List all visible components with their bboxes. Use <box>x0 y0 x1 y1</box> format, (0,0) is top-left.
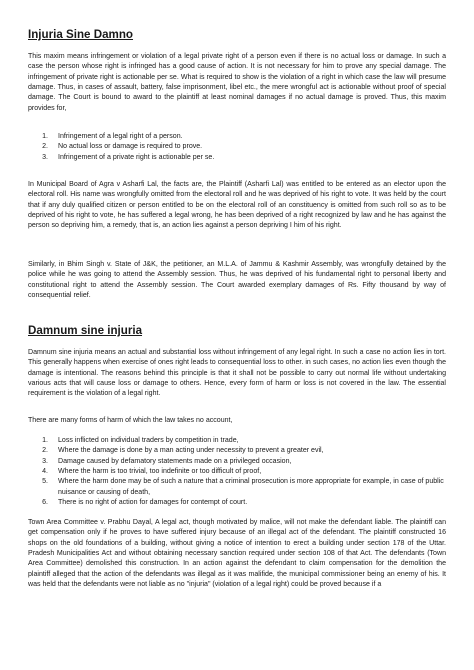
paragraph-case-bhim-singh: Similarly, in Bhim Singh v. State of J&K, the petitioner, an M.L.A. of Jammu & Kashmir Assembly, was wrongfully detained by the police while he was going to attend the Assembly session. Thus, he was deprived of his fundamental right to personal liberty and constitutional right to attend the Assembly session. The Court awarded exemplary damages of Rs. Fifty thousand by way of consequential relief. <box>28 261 446 300</box>
list-item: 1. Infringement of a legal right of a person. <box>42 133 183 140</box>
list-item: 3. Damage caused by defamatory statements made on a privileged occasion, <box>42 457 292 465</box>
list-item: 6. There is no right of action for damages for contempt of court. <box>42 499 248 507</box>
section-heading-damnum-sine-injuria: Damnum sine injuria <box>28 324 143 337</box>
paragraph-harm-forms-lead: There are many forms of harm of which the law takes no account, <box>28 417 233 424</box>
list-item: 2. Where the damage is done by a man acting under necessity to prevent a greater evil, <box>42 447 324 455</box>
paragraph-case-town-area-committee: Town Area Committee v. Prabhu Dayal, A legal act, though motivated by malice, will not make the defendant liable. The plaintiff can get compensation only if he proves to have suffered injury because of an illegal act of the defendant. The plaintiff constructed 16 shops on the old foundations of a building, without giving a notice of intention to erect a building under section 178 of the Uttar. Pradesh Municipalities Act and without obtaining necessary sanction required under section 108 of that Act. The defendants (Town Area Committee) demolished this construction. In an action against the defendant to claim compensation for the demolition the plaintiff alleged that the action of the defendants was illegal as it was malifide, the municipal commissioner being an enemy of his. It was held that the defendants were not liable as no "injuria" (violation of a legal right) could be proved because if a <box>28 519 446 589</box>
list-item: 5. Where the harm done may be of such a nature that a criminal prosecution is more appropriate for example, in case of public nuisance or causing of death, <box>42 478 444 496</box>
paragraph-injuria-definition: This maxim means infringement or violation of a legal private right of a person even if there is no actual loss or damage. In such a case the person whose right is infringed has a good cause of action. It is not necessary for him to prove any special damage. The infringement of private right is actionable per se. What is required to show is the violation of a right in which case the law will presume damage. Thus, in cases of assault, battery, false imprisonment, libel etc., the mere wrongful act is actionable without proof of special damage. The Court is bound to award to the plaintiff at least nominal damages if no actual damage is proved. Thus, this maxim provides for, <box>28 53 446 112</box>
paragraph-damnum-definition: Damnum sine injuria means an actual and substantial loss without infringement of any legal right. In such a case no action lies in tort. This generally happens when exercise of ones right leads to consequential loss to other. in such cases, no action lies even though the damage is intentional. The reasons behind this principle is that it shall not be possible to carry out normal life without undertaking various acts that will cause loss or damage to others. Hence, every form of harm or loss is not covered in the law. The essential requirement is the violation of a legal right. <box>28 349 446 398</box>
list-harm-forms <box>28 436 446 508</box>
paragraph-case-agra-v-asharfi-lal: In Municipal Board of Agra v Asharfi Lal, the facts are, the Plaintiff (Asharfi Lal) was entitled to be entered as an elector upon the electoral roll. His name was wrongfully omitted from the electoral roll and he was deprived of his right to vote. It was held by the court that if any duly qualified citizen or person entitled to be on the electoral roll of an constituency is omitted from such roll so as to be deprived of his right to vote, he has suffered a legal wrong, he has been deprived of a right recognized by law and he has against the person so depriving him, a remedy, that is, an action lies against a person depriving I him of his right. <box>28 181 446 230</box>
list-injuria-elements <box>28 132 446 163</box>
list-item: 4. Where the harm is too trivial, too indefinite or too difficult of proof, <box>42 468 262 476</box>
list-item: 3. Infringement of a private right is actionable per se. <box>42 153 215 161</box>
list-item: 1. Loss inflicted on individual traders by competition in trade, <box>42 437 239 444</box>
section-heading-injuria-sine-damno: Injuria Sine Damno <box>28 28 134 41</box>
list-item: 2. No actual loss or damage is required to prove. <box>42 143 203 151</box>
